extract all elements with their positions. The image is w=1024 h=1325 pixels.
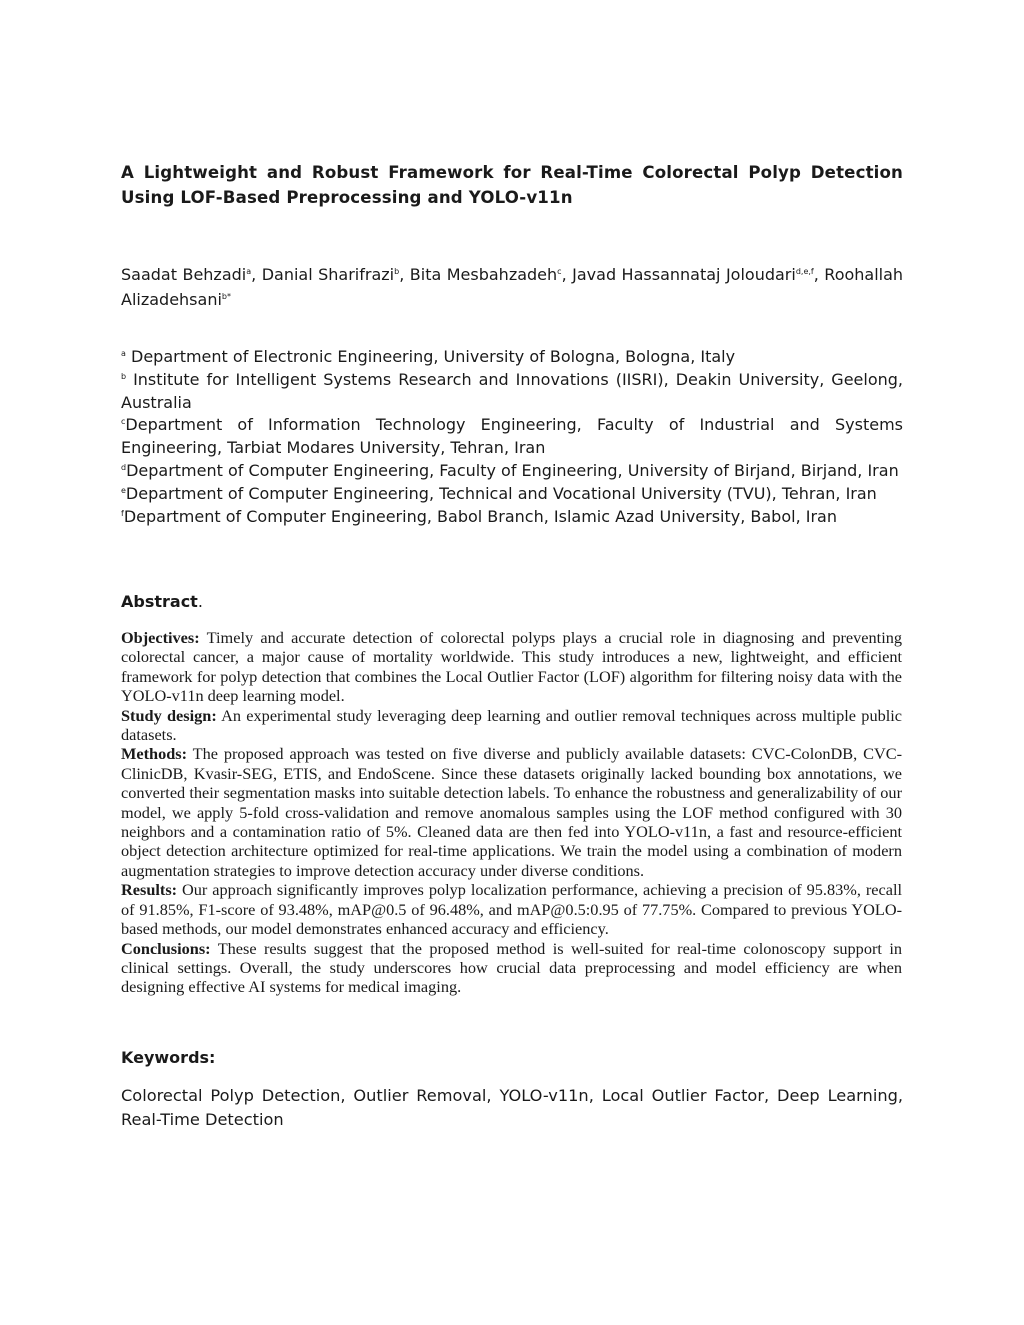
- abstract-section-label: Results:: [121, 880, 178, 900]
- affiliation-text: Department of Electronic Engineering, University of Bologna, Bologna, Italy: [125, 347, 736, 366]
- affiliation: [121, 460, 903, 483]
- abstract-section-study-design: [121, 706, 902, 745]
- affiliation: [121, 414, 903, 460]
- abstract-section-label: Conclusions:: [121, 938, 211, 958]
- author-separator: ,: [813, 265, 825, 284]
- abstract-section-label: Methods:: [121, 744, 188, 764]
- abstract-heading-suffix: .: [197, 592, 203, 611]
- abstract-section-text: These results suggest that the proposed method is well-suited for real-time colonoscopy support in clinical settings. Overall, the study underscores how crucial data preprocessing and model efficiency are when designing effective AI systems for medical imaging.: [121, 938, 902, 997]
- abstract-section-label: Study design:: [121, 705, 217, 725]
- abstract-section-text: Timely and accurate detection of colorectal polyps plays a crucial role in diagnosing and preventing colorectal cancer, a major cause of mortality worldwide. This study introduces a new, lightweight, and efficient framework for polyp detection that combines the Local Outlier Factor (LOF) algorithm for filtering noisy data with the YOLO-v11n deep learning model.: [121, 628, 902, 706]
- affiliation-text: Department of Computer Engineering, Technical and Vocational University (TVU), Tehran, Iran: [125, 483, 877, 503]
- affiliation: [121, 506, 903, 529]
- affiliation: [121, 369, 903, 415]
- affiliation-mark: c: [121, 417, 126, 427]
- abstract-heading-label: Abstract: [121, 592, 198, 611]
- author-separator: ,: [399, 265, 410, 284]
- author-affiliation-mark: b: [394, 267, 400, 276]
- abstract-body: [121, 628, 902, 997]
- abstract-section-text: The proposed approach was tested on five diverse and publicly available datasets: CVC-ColonDB, CVC-ClinicDB, Kvasir-SEG, ETIS, and EndoScene. Since these datasets originally lacked bounding box annotations, we converted their segmentation masks into suitable detection labels. To enhance the robustness and generalizability of our model, we apply 5-fold cross-validation and remove anomalous samples using the LOF method configured with 30 neighbors and a contamination ratio of 5%. Cleaned data are then fed into YOLO-v11n, a fast and resource-efficient object detection architecture optimized for real-time applications. We train the model using a combination of modern augmentation strategies to improve detection accuracy under diverse conditions.: [121, 744, 902, 880]
- affiliation-text: Department of Information Technology Engineering, Faculty of Industrial and Systems Engineering, Tarbiat Modares University, Tehran, Iran: [121, 415, 903, 458]
- keywords-list: Colorectal Polyp Detection, Outlier Removal, YOLO-v11n, Local Outlier Factor, Deep Learning, Real-Time Detection: [121, 1086, 903, 1129]
- affiliation-text: Department of Computer Engineering, Babol Branch, Islamic Azad University, Babol, Iran: [123, 506, 837, 526]
- affiliation-text: Institute for Intelligent Systems Research and Innovations (IISRI), Deakin University, Geelong, Australia: [121, 369, 903, 412]
- affiliation-mark: b: [121, 371, 127, 381]
- author-name: Bita Mesbahzadeh: [409, 265, 558, 284]
- abstract-heading: [121, 591, 203, 613]
- author: [121, 265, 262, 284]
- author: [262, 265, 410, 284]
- affiliation-mark: f: [121, 508, 124, 518]
- abstract-section-objectives: [121, 628, 902, 706]
- affiliation: [121, 483, 903, 506]
- abstract-section-results: [121, 880, 902, 938]
- abstract-section-text: An experimental study leveraging deep learning and outlier removal techniques across multiple public datasets.: [121, 705, 902, 745]
- abstract-section-conclusions: [121, 939, 902, 997]
- affiliation-mark: a: [121, 349, 126, 358]
- abstract-section-label: Objectives:: [121, 628, 200, 647]
- author-name: Roohallah Alizadehsani: [121, 265, 904, 309]
- affiliation-list: [121, 346, 903, 528]
- abstract-section-text: Our approach significantly improves polyp localization performance, achieving a precision of 95.83%, recall of 91.85%, F1-score of 93.48%, mAP@0.5 of 96.48%, and mAP@0.5:0.95 of 77.75%. Compared to previous YOLO-based methods, our model demonstrates enhanced accuracy and efficiency.: [121, 880, 902, 939]
- author-affiliation-mark: c: [557, 267, 562, 276]
- author-name: Danial Sharifrazi: [261, 265, 395, 284]
- author-name: Javad Hassannataj Joloudari: [572, 265, 796, 284]
- keywords-heading: Keywords:: [121, 1048, 216, 1067]
- affiliation-text: Department of Computer Engineering, Faculty of Engineering, University of Birjand, Birjand, Iran: [126, 460, 899, 480]
- affiliation-mark: e: [121, 485, 126, 495]
- affiliation: [121, 346, 903, 369]
- author-separator: ,: [561, 265, 573, 284]
- author: [410, 265, 572, 284]
- author-affiliation-mark: d,e,f: [795, 267, 814, 276]
- paper-title: A Lightweight and Robust Framework for Real-Time Colorectal Polyp Detection Using LOF-Based Preprocessing and YOLO-v11n: [121, 163, 903, 207]
- affiliation-mark: d: [121, 462, 127, 472]
- author-list: [121, 262, 903, 312]
- abstract-section-methods: [121, 744, 902, 880]
- author-affiliation-mark: b*: [221, 292, 231, 301]
- author-affiliation-mark: a: [246, 267, 252, 276]
- author: [572, 265, 824, 284]
- author-separator: ,: [251, 265, 262, 284]
- author-name: Saadat Behzadi: [121, 265, 247, 284]
